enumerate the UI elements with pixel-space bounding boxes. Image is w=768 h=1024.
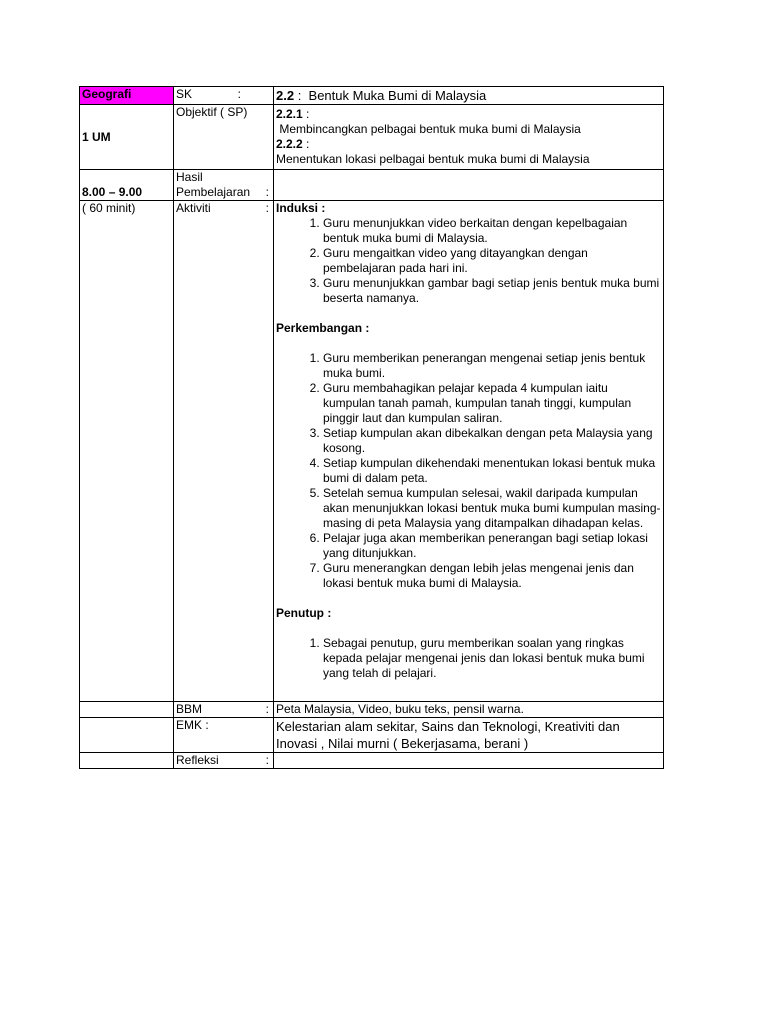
hasil-label-1: Hasil	[176, 170, 203, 184]
refleksi-value-cell	[274, 753, 664, 769]
objective-2-head	[276, 137, 661, 152]
empty-cell	[80, 718, 174, 753]
objective-2-text: Menentukan lokasi pelbagai bentuk muka bumi di Malaysia	[276, 152, 590, 166]
colon: :	[265, 753, 269, 767]
bbm-value-cell: Peta Malaysia, Video, buku teks, pensil warna.	[274, 702, 664, 718]
hasil-value-cell	[274, 170, 664, 201]
hasil-label-2: Pembelajaran	[176, 185, 251, 199]
list-item: 4. Setiap kumpulan dikehendaki menentukan lokasi bentuk muka bumi di dalam peta.	[323, 456, 661, 486]
time-text: 8.00 – 9.00	[82, 185, 143, 199]
list-item: 5. Setelah semua kumpulan selesai, wakil daripada kumpulan akan menunjukkan lokasi bentuk muka bumi kumpulan masing-masing di peta Malaysia yang ditampalkan dihadapan kelas.	[323, 486, 661, 531]
aktiviti-value-cell	[274, 201, 664, 702]
sk-sep: :	[294, 88, 309, 103]
list-item: 1. Guru memberikan penerangan mengenai setiap jenis bentuk muka bumi.	[323, 351, 661, 381]
list-item: 3. Setiap kumpulan akan dibekalkan dengan peta Malaysia yang kosong.	[323, 426, 661, 456]
objektif-value-cell	[274, 105, 664, 170]
colon: :	[265, 702, 269, 716]
row-hasil	[80, 170, 664, 201]
objektif-label: Objektif ( SP)	[176, 105, 248, 119]
colon: :	[265, 201, 269, 215]
class-cell	[80, 105, 174, 170]
list-item: 7. Guru menerangkan dengan lebih jelas mengenai jenis dan lokasi bentuk muka bumi di Malaysia.	[323, 561, 661, 591]
sk-label-cell	[174, 87, 274, 105]
objective-2-code: 2.2.2	[276, 137, 303, 151]
aktiviti-label: Aktiviti	[176, 201, 211, 215]
objective-1-text: Membincangkan pelbagai bentuk muka bumi di Malaysia	[276, 122, 581, 136]
emk-label-cell	[174, 718, 274, 753]
row-refleksi	[80, 753, 664, 769]
sk-value-cell	[274, 87, 664, 105]
row-aktiviti	[80, 201, 664, 702]
objective-1-code: 2.2.1	[276, 107, 303, 121]
duration-text: ( 60 minit)	[82, 201, 136, 215]
subject-cell: Geografi	[80, 87, 174, 105]
penutup-title: Penutup :	[276, 606, 332, 620]
penutup-list	[276, 636, 661, 681]
list-item: 6. Pelajar juga akan memberikan penerangan bagi setiap lokasi yang ditunjukkan.	[323, 531, 661, 561]
lesson-plan-table	[79, 86, 664, 769]
colon: :	[265, 185, 269, 199]
induksi-list	[276, 216, 661, 306]
row-sk	[80, 87, 664, 105]
list-item: 1. Sebagai penutup, guru memberikan soalan yang ringkas kepada pelajar mengenai jenis dan lokasi bentuk muka bumi yang telah di pelajari.	[323, 636, 661, 681]
time-cell	[80, 170, 174, 201]
row-bbm	[80, 702, 664, 718]
perkembangan-title: Perkembangan :	[276, 321, 370, 335]
emk-value-cell: Kelestarian alam sekitar, Sains dan Teknologi, Kreativiti dan Inovasi , Nilai murni ( Bekerjasama, berani )	[274, 718, 664, 753]
duration-cell	[80, 201, 174, 702]
bbm-label-cell	[174, 702, 274, 718]
list-item: 2. Guru membahagikan pelajar kepada 4 kumpulan iaitu kumpulan tanah pamah, kumpulan tanah tinggi, kumpulan pinggir laut dan kumpulan saliran.	[323, 381, 661, 426]
list-item: 2. Guru mengaitkan video yang ditayangkan dengan pembelajaran pada hari ini.	[323, 246, 661, 276]
bbm-label: BBM	[176, 702, 203, 716]
objective-2-sep: :	[302, 137, 310, 151]
empty-cell	[80, 702, 174, 718]
objektif-label-cell	[174, 105, 274, 170]
sk-code: 2.2	[276, 88, 295, 103]
empty-cell	[80, 753, 174, 769]
aktiviti-label-cell	[174, 201, 274, 702]
hasil-label-cell	[174, 170, 274, 201]
objective-1-head	[276, 107, 661, 122]
refleksi-label-cell	[174, 753, 274, 769]
perkembangan-list	[276, 351, 661, 591]
colon: :	[237, 87, 241, 101]
objective-1-sep: :	[302, 107, 310, 121]
list-item: 1. Guru menunjukkan video berkaitan dengan kepelbagaian bentuk muka bumi di Malaysia.	[323, 216, 661, 246]
sk-label: SK	[176, 87, 193, 101]
sk-text: Bentuk Muka Bumi di Malaysia	[308, 88, 487, 103]
refleksi-label: Refleksi	[176, 753, 219, 767]
row-objektif	[80, 105, 664, 170]
induksi-title: Induksi :	[276, 201, 326, 215]
row-emk	[80, 718, 664, 753]
list-item: 3. Guru menunjukkan gambar bagi setiap jenis bentuk muka bumi beserta namanya.	[323, 276, 661, 306]
emk-label: EMK :	[176, 718, 209, 732]
class-name: 1 UM	[82, 129, 111, 144]
